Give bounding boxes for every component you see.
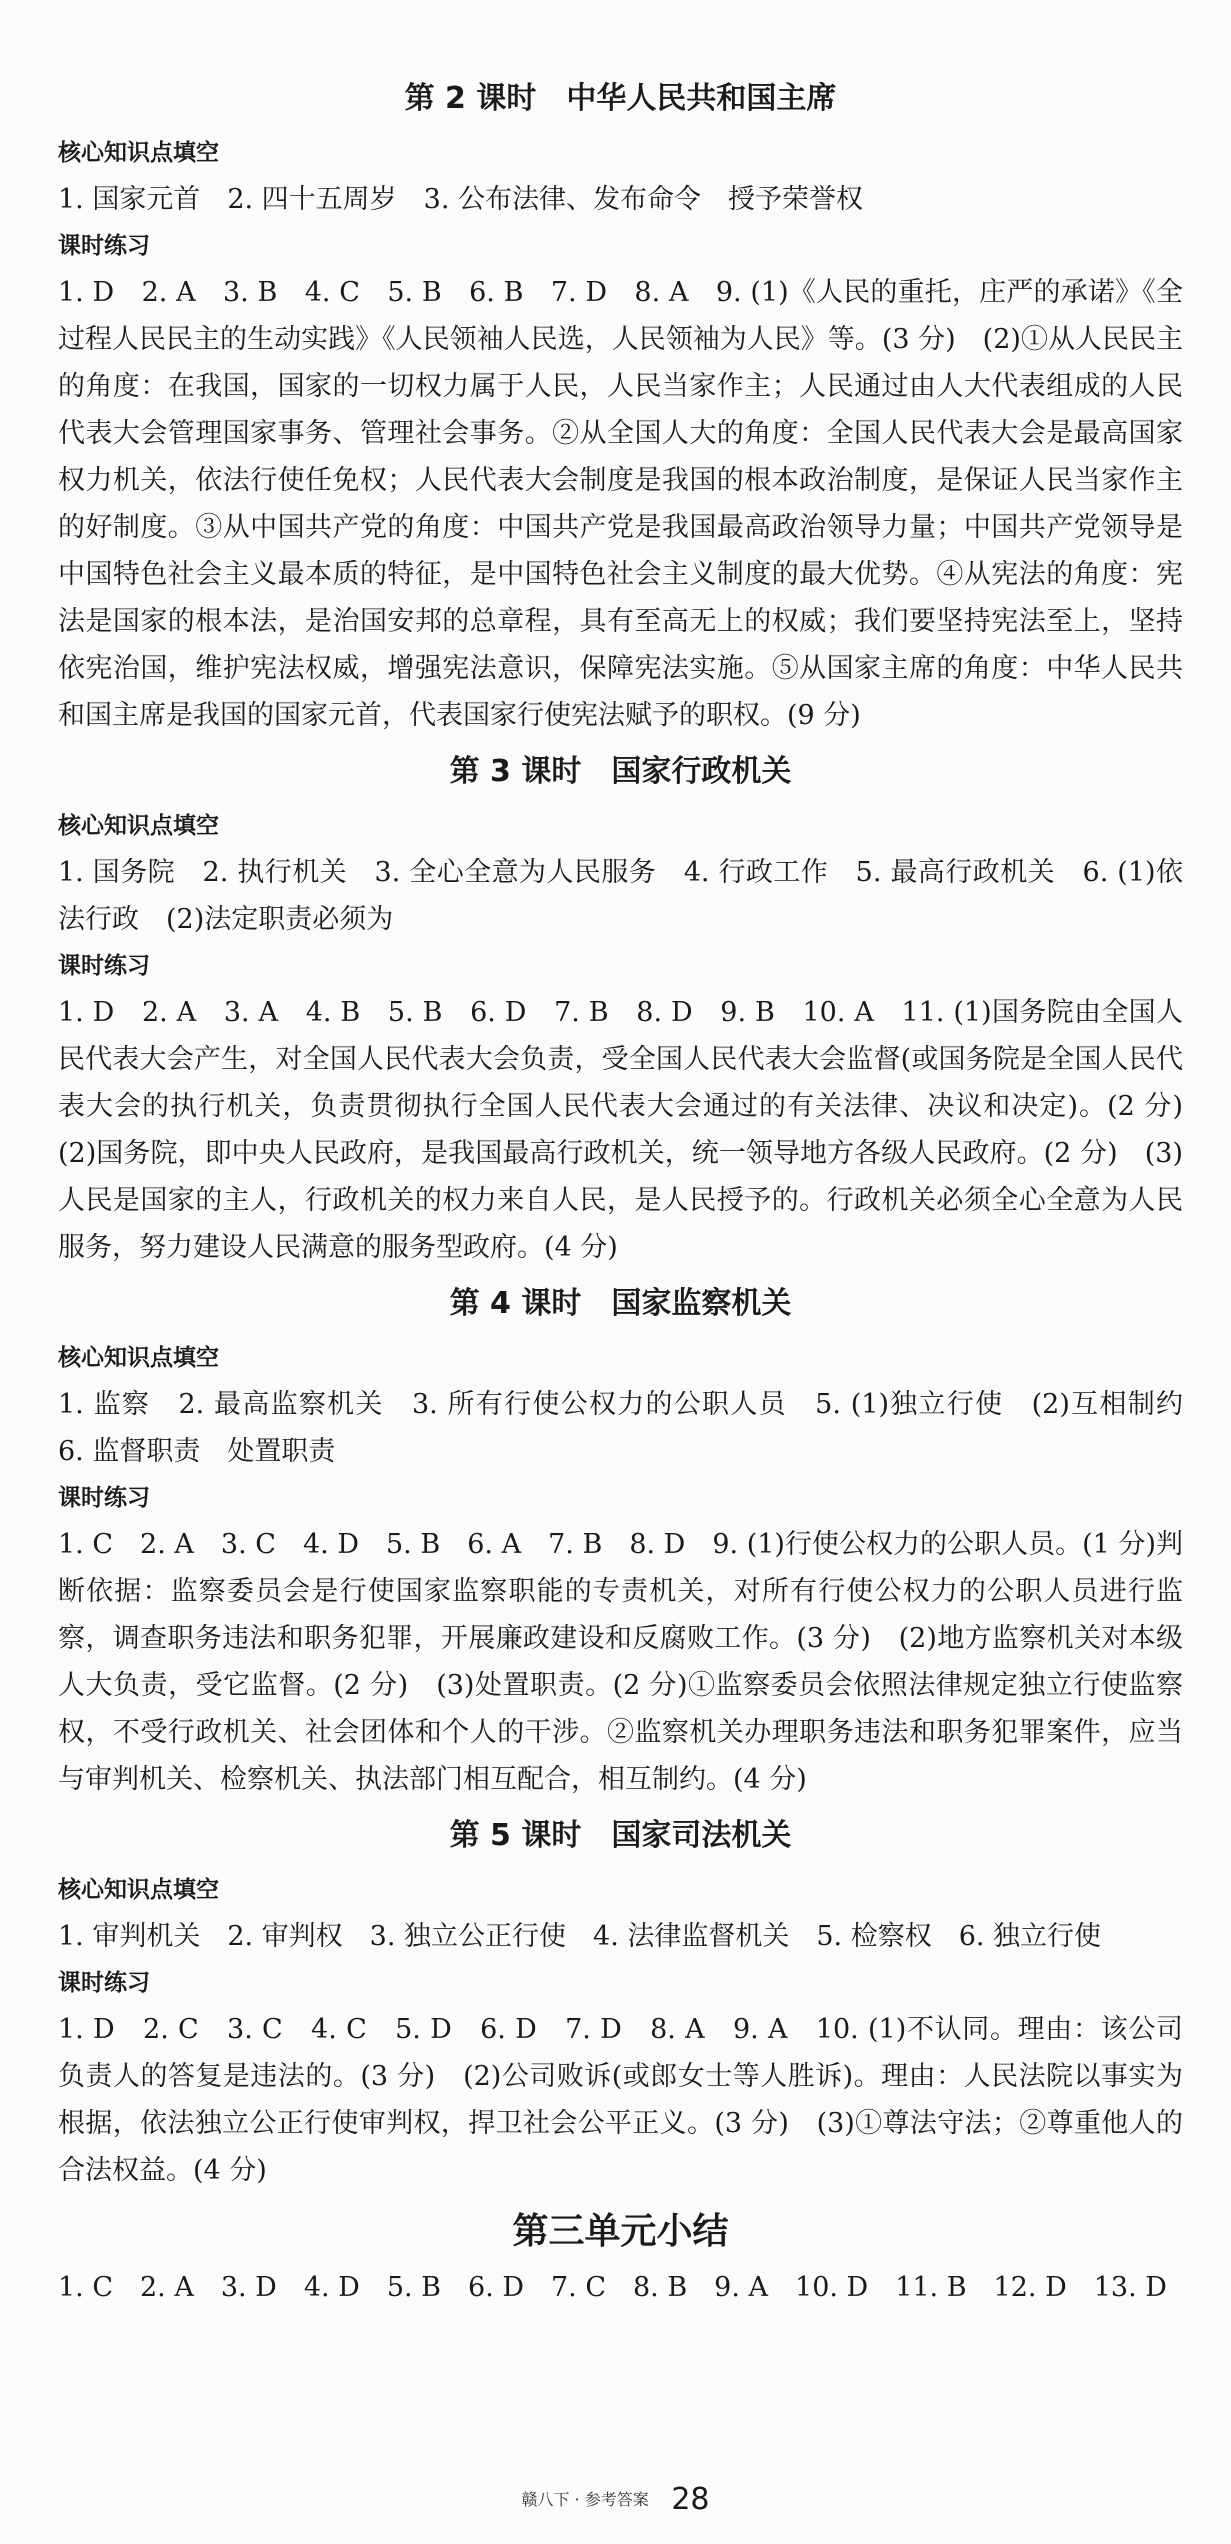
- lesson-5-fill-label: 核心知识点填空: [58, 1877, 219, 1903]
- page-footer: [0, 2475, 1231, 2523]
- lesson-5-practice-label: 课时练习: [58, 1970, 150, 1996]
- lesson-4-practice-label: 课时练习: [58, 1485, 150, 1511]
- lesson-3-practice-answers: 1. D 2. A 3. A 4. B 5. B 6. D 7. B 8. D 9. B 10. A 11. (1)国务院由全国人民代表大会产生，对全国人民代表大会负责，受全国人民代表大会监督(或国务院是全国人民代表大会的执行机关，负责贯彻执行全国人民代表大会通过的有关法律、决议和决定)。(2 分) (2)国务院，即中央人民政府，是我国最高行政机关，统一领导地方各级人民政府。(2 分) (3)人民是国家的主人，行政机关的权力来自人民，是人民授予的。行政机关必须全心全意为人民服务，努力建设人民满意的服务型政府。(4 分): [58, 997, 1210, 1263]
- lesson-5-title: 第 5 课时 国家司法机关: [449, 1818, 792, 1853]
- unit-summary-title: 第三单元小结: [512, 2211, 729, 2252]
- lesson-2-fill-answers: 1. 国家元首 2. 四十五周岁 3. 公布法律、发布命令 授予荣誉权: [58, 184, 864, 215]
- lesson-2-practice-answers: 1. D 2. A 3. B 4. C 5. B 6. B 7. D 8. A 9. (1)《人民的重托，庄严的承诺》《全过程人民民主的生动实践》《人民领袖人民选，人民领袖为人民》等。(3 分) (2)①从人民民主的角度：在我国，国家的一切权力属于人民，人民当家作主；人民通过由人大代表组成的人民代表大会管理国家事务、管理社会事务。②从全国人大的角度：全国人民代表大会是最高国家权力机关，依法行使任免权；人民代表大会制度是我国的根本政治制度，是保证人民当家作主的好制度。③从中国共产党的角度：中国共产党是我国最高政治领导力量；中国共产党领导是中国特色社会主义最本质的特征，是中国特色社会主义制度的最大优势。④从宪法的角度：宪法是国家的根本法，是治国安邦的总章程，具有至高无上的权威；我们要坚持宪法至上，坚持依宪治国，维护宪法权威，增强宪法意识，保障宪法实施。⑤从国家主席的角度：中华人民共和国主席是我国的国家元首，代表国家行使宪法赋予的职权。(9 分): [58, 277, 1183, 731]
- lesson-3-fill-answers: 1. 国务院 2. 执行机关 3. 全心全意为人民服务 4. 行政工作 5. 最高行政机关 6. (1)依法行政 (2)法定职责必须为: [58, 857, 1183, 935]
- lesson-2-fill-label: 核心知识点填空: [58, 140, 219, 166]
- lesson-2-practice-label: 课时练习: [58, 233, 150, 259]
- lesson-3-section: [58, 743, 1210, 1271]
- lesson-4-section: [58, 1275, 1210, 1803]
- lesson-4-fill-label: 核心知识点填空: [58, 1345, 219, 1371]
- lesson-5-fill-answers: 1. 审判机关 2. 审判权 3. 独立公正行使 4. 法律监督机关 5. 检察权 6. 独立行使: [58, 1921, 1102, 1952]
- lesson-3-fill-label: 核心知识点填空: [58, 813, 219, 839]
- lesson-2-title: 第 2 课时 中华人民共和国主席: [404, 81, 837, 116]
- lesson-3-title: 第 3 课时 国家行政机关: [449, 754, 792, 789]
- lesson-4-fill-answers: 1. 监察 2. 最高监察机关 3. 所有行使公权力的公职人员 5. (1)独立行使 (2)互相制约 6. 监督职责 处置职责: [58, 1389, 1210, 1467]
- lesson-3-practice-label: 课时练习: [58, 953, 150, 979]
- lesson-5-section: [58, 1807, 1183, 2194]
- footer-label: 赣八下 · 参考答案: [521, 2490, 649, 2509]
- page-number: 28: [671, 2482, 710, 2517]
- lesson-4-practice-answers: 1. C 2. A 3. C 4. D 5. B 6. A 7. B 8. D 9. (1)行使公权力的公职人员。(1 分)判断依据：监察委员会是行使国家监察职能的专责机关，对所有行使公权力的公职人员进行监察，调查职务违法和职务犯罪，开展廉政建设和反腐败工作。(3 分) (2)地方监察机关对本级人大负责，受它监督。(2 分) (3)处置职责。(2 分)①监察委员会依照法律规定独立行使监察权，不受行政机关、社会团体和个人的干涉。②监察机关办理职务违法和职务犯罪案件，应当与审判机关、检察机关、执法部门相互配合，相互制约。(4 分): [58, 1529, 1183, 1795]
- unit-summary-answers: 1. C 2. A 3. D 4. D 5. B 6. D 7. C 8. B 9. A 10. D 11. B 12. D 13. D: [58, 2272, 1167, 2303]
- unit-summary-section: [58, 2200, 1183, 2311]
- lesson-5-practice-answers: 1. D 2. C 3. C 4. C 5. D 6. D 7. D 8. A 9. A 10. (1)不认同。理由：该公司负责人的答复是违法的。(3 分) (2)公司败诉(或郎女士等人胜诉)。理由：人民法院以事实为根据，依法独立公正行使审判权，捍卫社会公平正义。(3 分) (3)①尊法守法；②尊重他人的合法权益。(4 分): [58, 2014, 1183, 2186]
- lesson-2-section: [58, 70, 1183, 739]
- lesson-4-title: 第 4 课时 国家监察机关: [449, 1286, 792, 1321]
